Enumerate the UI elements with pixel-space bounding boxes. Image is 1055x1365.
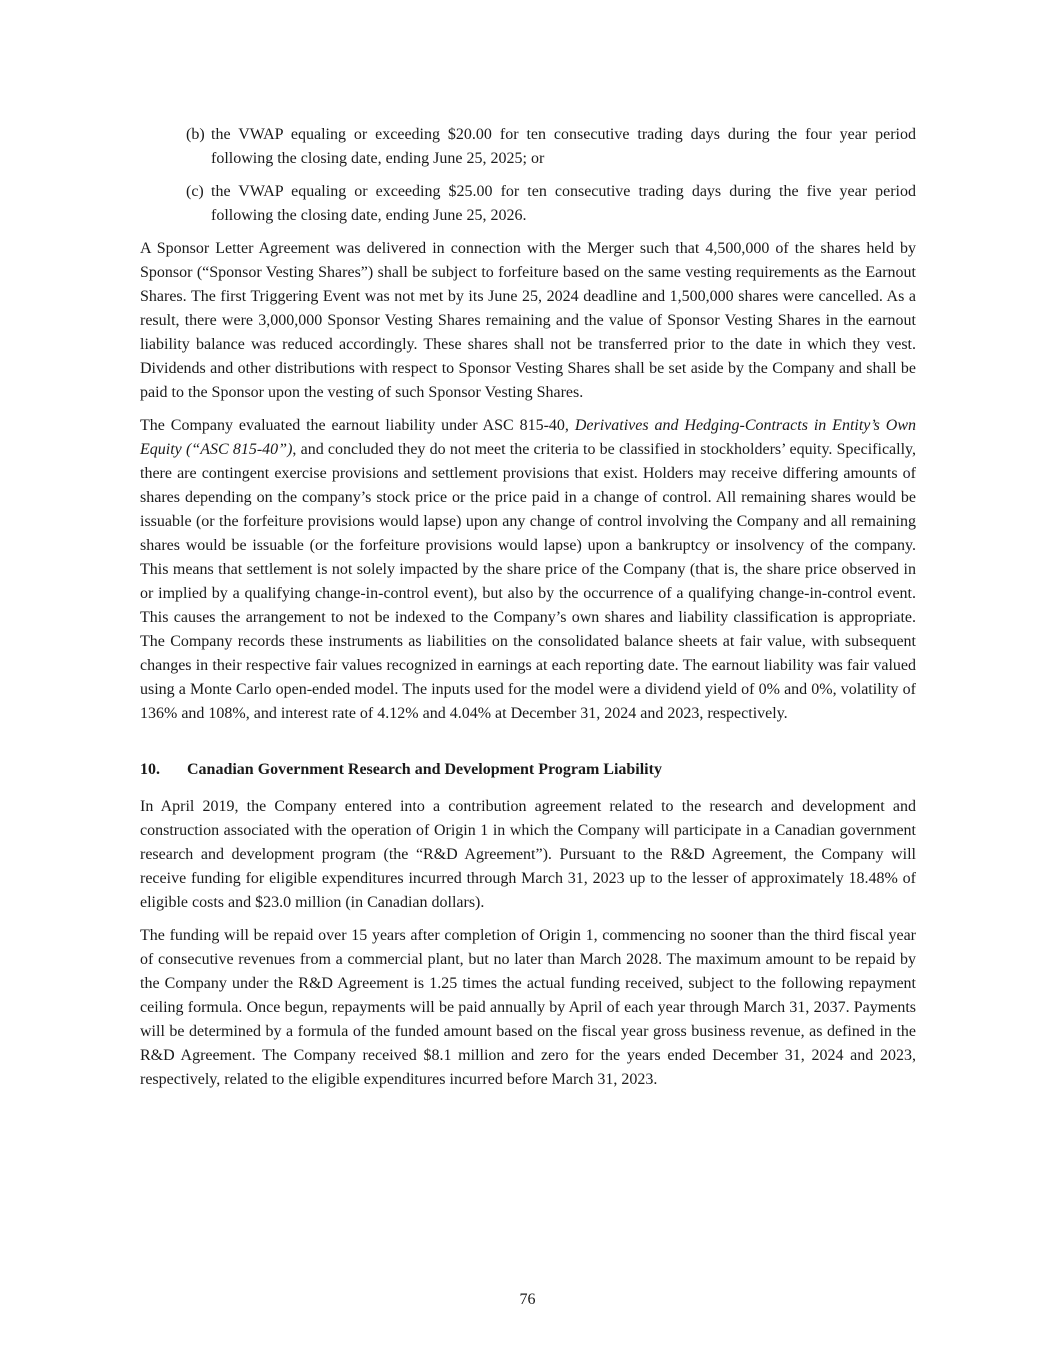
paragraph-funding-repayment: The funding will be repaid over 15 years after completion of Origin 1, commencing no sooner than the third fiscal year of consecutive revenues from a commercial plant, but no later than March 2028. The maximum amount to be repaid by the Company under the R&D Agreement is 1.25 times the actual funding received, subject to the following repayment ceiling formula. Once begun, repayments will be paid annually by April of each year through March 31, 2037. Payments will be determined by a formula of the funded amount based on the fiscal year gross business revenue, as defined in the R&D Agreement. The Company received $8.1 million and zero for the years ended December 31, 2024 and 2023, respectively, related to the eligible expenditures incurred before March 31, 2023.: [140, 927, 916, 1088]
asc-lead-text: The Company evaluated the earnout liability under ASC 815-40,: [140, 417, 575, 434]
list-text: the VWAP equaling or exceeding $25.00 for ten consecutive trading days during the five year period following the closing date, ending June 25, 2026.: [211, 183, 916, 224]
paragraph-asc-815-40: [140, 414, 916, 726]
list-item-c: [186, 180, 916, 228]
document-page: [140, 123, 916, 1101]
section-heading: [140, 758, 916, 782]
list-text: the VWAP equaling or exceeding $20.00 for ten consecutive trading days during the four year period following the closing date, ending June 25, 2025; or: [211, 126, 916, 167]
paragraph-contribution-agreement: In April 2019, the Company entered into a contribution agreement related to the research and development and construction associated with the operation of Origin 1 in which the Company will participate in a Canadian government research and development program (the “R&D Agreement”). Pursuant to the R&D Agreement, the Company will receive funding for eligible expenditures incurred through March 31, 2023 up to the lesser of approximately 18.48% of eligible costs and $23.0 million (in Canadian dollars).: [140, 798, 916, 911]
asc-rest-text: , and concluded they do not meet the criteria to be classified in stockholders’ equity. Specifically, there are contingent exercise provisions and settlement provisions that exist. Holders may receive differing amounts of shares depending on the company’s stock price or the price paid in a change of control. All remaining shares would be issuable (or the forfeiture provisions would lapse) upon any change of control involving the Company and all remaining shares would be issuable (or the forfeiture provisions would lapse) upon a bankruptcy or insolvency of the company. This means that settlement is not solely impacted by the share price of the Company (that is, the share price observed in or implied by a qualifying change-in-control event), but also by the occurrence of a qualifying change-in-control event. This causes the arrangement to not be indexed to the Company’s own shares and liability classification is appropriate. The Company records these instruments as liabilities on the consolidated balance sheets at fair value, with subsequent changes in their respective fair values recognized in earnings at each reporting date. The earnout liability was fair valued using a Monte Carlo open-ended model. The inputs used for the model were a dividend yield of 0% and 0%, volatility of 136% and 108%, and interest rate of 4.12% and 4.04% at December 31, 2024 and 2023, respectively.: [140, 441, 916, 722]
section-number: 10.: [140, 761, 160, 778]
list-marker: (c): [186, 183, 204, 200]
page-number: 76: [519, 1291, 536, 1308]
list-marker: (b): [186, 126, 205, 143]
section-title: Canadian Government Research and Development Program Liability: [187, 761, 662, 778]
list-item-b: [186, 123, 916, 171]
asc-italic-citation: Derivatives and Hedging-Contracts in Entity’s Own Equity (“ASC 815-40”): [140, 417, 917, 458]
paragraph-sponsor-letter: A Sponsor Letter Agreement was delivered in connection with the Merger such that 4,500,000 of the shares held by Sponsor (“Sponsor Vesting Shares”) shall be subject to forfeiture based on the same vesting requirements as the Earnout Shares. The first Triggering Event was not met by its June 25, 2024 deadline and 1,500,000 shares were cancelled. As a result, there were 3,000,000 Sponsor Vesting Shares remaining and the value of Sponsor Vesting Shares in the earnout liability balance was reduced accordingly. These shares shall not be transferred prior to the date in which they vest. Dividends and other distributions with respect to Sponsor Vesting Shares shall be set aside by the Company and shall be paid to the Sponsor upon the vesting of such Sponsor Vesting Shares.: [140, 240, 916, 401]
